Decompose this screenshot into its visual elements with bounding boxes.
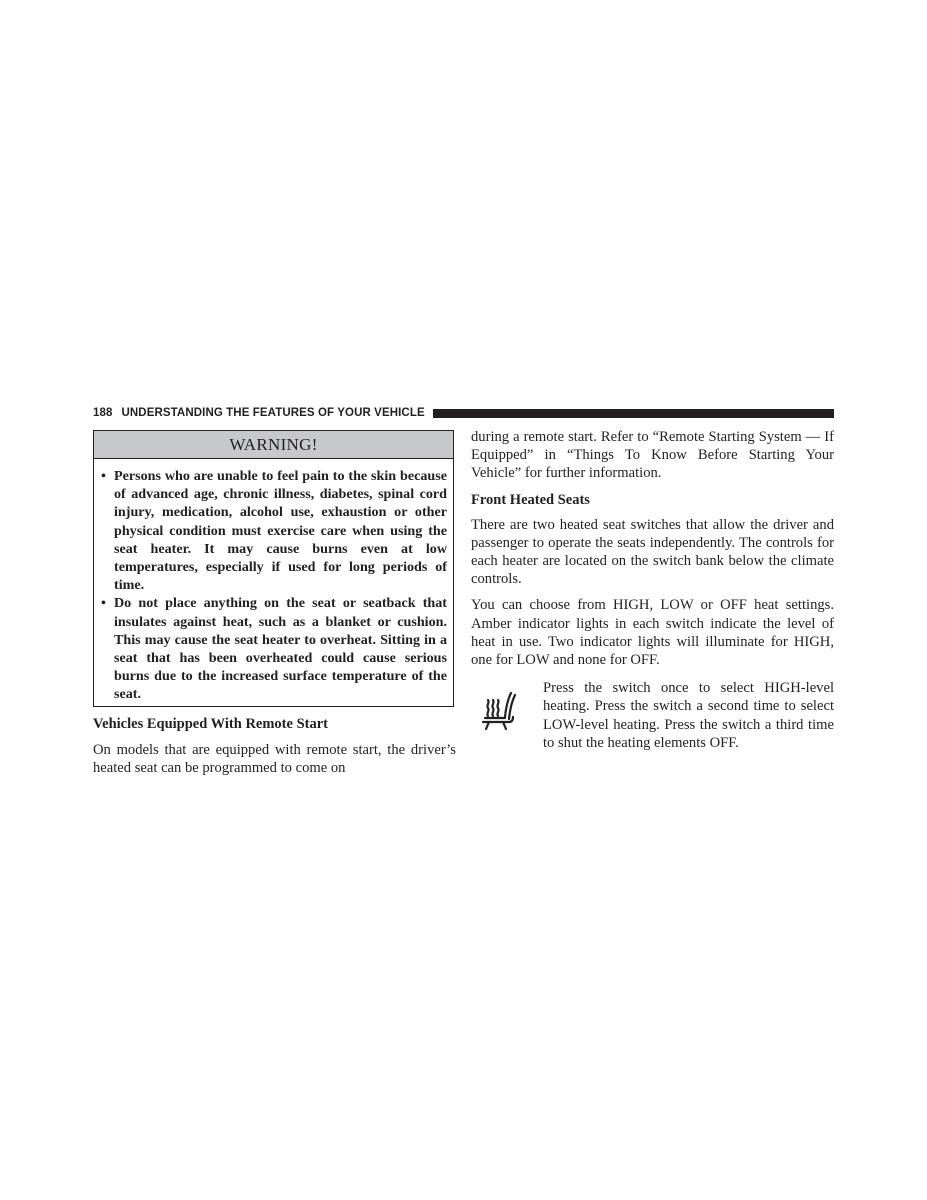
warning-box bbox=[93, 430, 454, 707]
switch-instructions-paragraph: Press the switch once to select HIGH-level heating. Press the switch a second time to select LOW-level heating. Press the switch a third time to shut the heating elements OFF. bbox=[543, 680, 834, 751]
remote-start-heading: Vehicles Equipped With Remote Start bbox=[93, 716, 328, 732]
warning-item bbox=[101, 594, 447, 703]
warning-item-text: Do not place anything on the seat or seatback that insulates against heat, such as a blanket or cushion. This may cause the seat heater to overheat. Sitting in a seat that has been overheated could cause serious burns due to the increased surface temperature of the seat. bbox=[114, 595, 447, 703]
left-column bbox=[93, 715, 456, 777]
warning-title: WARNING! bbox=[94, 431, 453, 459]
right-column bbox=[471, 428, 834, 752]
heated-seat-switches-paragraph: There are two heated seat switches that allow the driver and passenger to operate the seats independently. The controls for each heater are located on the switch bank below the climate controls. bbox=[471, 516, 834, 588]
heated-seat-icon bbox=[481, 689, 521, 733]
header-rule bbox=[433, 409, 834, 418]
page-number: 188 bbox=[93, 407, 113, 419]
front-heated-seats-heading: Front Heated Seats bbox=[471, 491, 590, 508]
heat-settings-paragraph: You can choose from HIGH, LOW or OFF heat settings. Amber indicator lights in each switch indicate the level of heat in use. Two indicator lights will illuminate for HIGH, one for LOW and none for OFF. bbox=[471, 597, 834, 669]
warning-item-text: Persons who are unable to feel pain to the skin because of advanced age, chronic illness, diabetes, spinal cord injury, medication, alcohol use, exhaustion or other physical condition must exercise care when using the seat heater. It may cause burns even at low temperatures, especially if used for long periods of time. bbox=[114, 468, 447, 594]
remote-start-continued: during a remote start. Refer to “Remote Starting System — If Equipped” in “Things To Know Before Starting Your Vehicle” for further information. bbox=[471, 429, 834, 482]
warning-item bbox=[101, 467, 447, 594]
section-title: UNDERSTANDING THE FEATURES OF YOUR VEHICLE bbox=[121, 407, 425, 419]
warning-list bbox=[94, 459, 453, 704]
page-header bbox=[93, 406, 834, 420]
remote-start-paragraph: On models that are equipped with remote start, the driver’s heated seat can be programmed to come on bbox=[93, 742, 456, 777]
icon-row bbox=[471, 679, 834, 752]
bullet: • bbox=[101, 468, 106, 484]
bullet: • bbox=[101, 595, 106, 612]
